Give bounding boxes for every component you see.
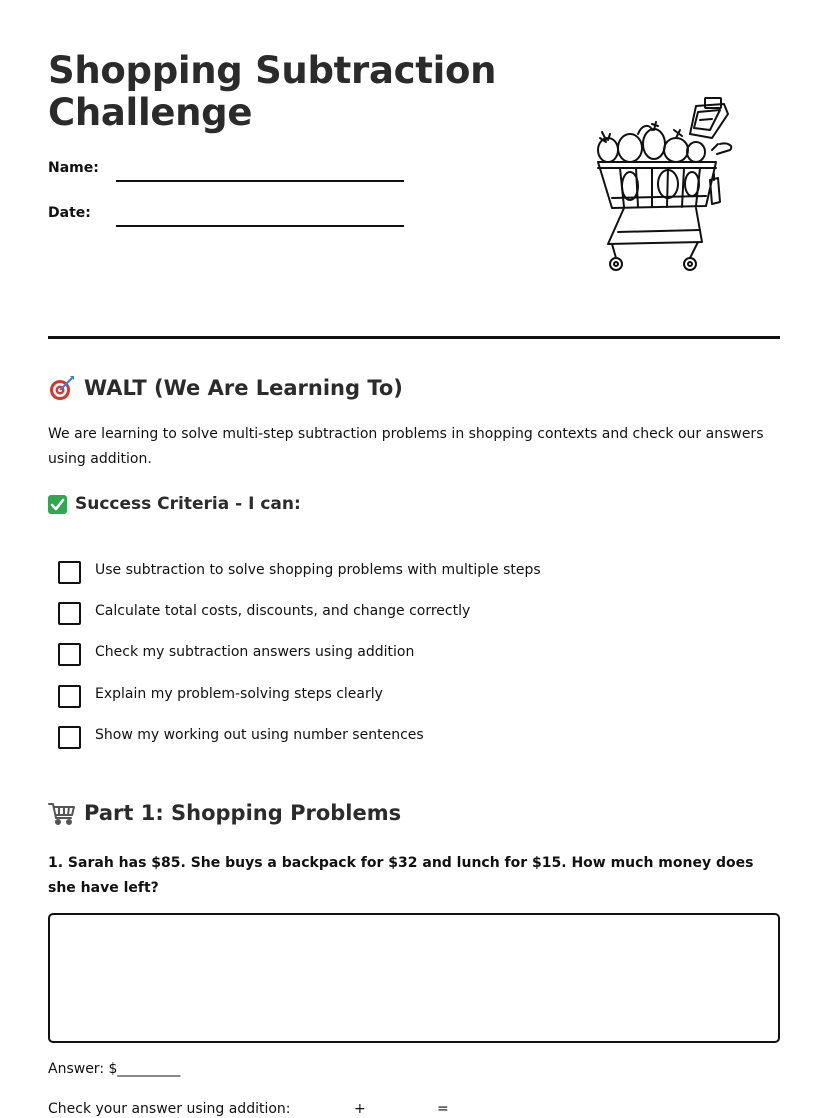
criteria-text: Show my working out using number sentences — [95, 727, 424, 743]
part1-heading-text: Part 1: Shopping Problems — [84, 801, 402, 825]
criteria-item[interactable] — [58, 685, 758, 709]
checkbox[interactable] — [58, 602, 81, 625]
green-checkmark-icon — [48, 495, 67, 514]
shopping-cart-icon — [48, 799, 76, 827]
criteria-item[interactable] — [58, 643, 758, 667]
date-write-line[interactable] — [116, 225, 404, 227]
criteria-text: Check my subtraction answers using addition — [95, 644, 415, 660]
equals-sign: = — [437, 1101, 449, 1117]
check-label: Check your answer using addition: — [48, 1101, 291, 1117]
working-out-box[interactable] — [48, 913, 780, 1043]
target-icon — [48, 374, 76, 402]
part1-heading — [48, 799, 401, 827]
criteria-text: Calculate total costs, discounts, and change correctly — [95, 603, 471, 619]
walt-heading-text: WALT (We Are Learning To) — [84, 376, 403, 400]
shopping-cart-illustration — [572, 94, 762, 276]
name-write-line[interactable] — [116, 180, 404, 182]
walt-description: We are learning to solve multi-step subtraction problems in shopping contexts and check our answers using addition. — [48, 426, 764, 467]
checkbox[interactable] — [58, 685, 81, 708]
worksheet-title: Shopping Subtraction Challenge — [48, 49, 497, 134]
date-label: Date: — [48, 205, 91, 221]
check-addition-line — [48, 1101, 449, 1117]
criteria-item[interactable] — [58, 602, 758, 626]
success-criteria-heading-text: Success Criteria - I can: — [75, 494, 301, 514]
criteria-item[interactable] — [58, 726, 758, 750]
criteria-text: Explain my problem-solving steps clearly — [95, 686, 383, 702]
plus-sign: + — [354, 1101, 366, 1117]
name-field[interactable] — [48, 160, 408, 184]
name-label: Name: — [48, 160, 99, 176]
answer-field[interactable]: Answer: $_________ — [48, 1061, 181, 1077]
criteria-text: Use subtraction to solve shopping problems with multiple steps — [95, 562, 541, 578]
criteria-item[interactable] — [58, 561, 758, 585]
checkbox[interactable] — [58, 561, 81, 584]
section-divider — [48, 336, 780, 339]
checkbox[interactable] — [58, 726, 81, 749]
walt-heading — [48, 374, 403, 402]
checkbox[interactable] — [58, 643, 81, 666]
success-criteria-heading — [48, 494, 301, 514]
question-1: 1. Sarah has $85. She buys a backpack for $32 and lunch for $15. How much money does she have left? — [48, 855, 754, 896]
date-field[interactable] — [48, 205, 408, 229]
